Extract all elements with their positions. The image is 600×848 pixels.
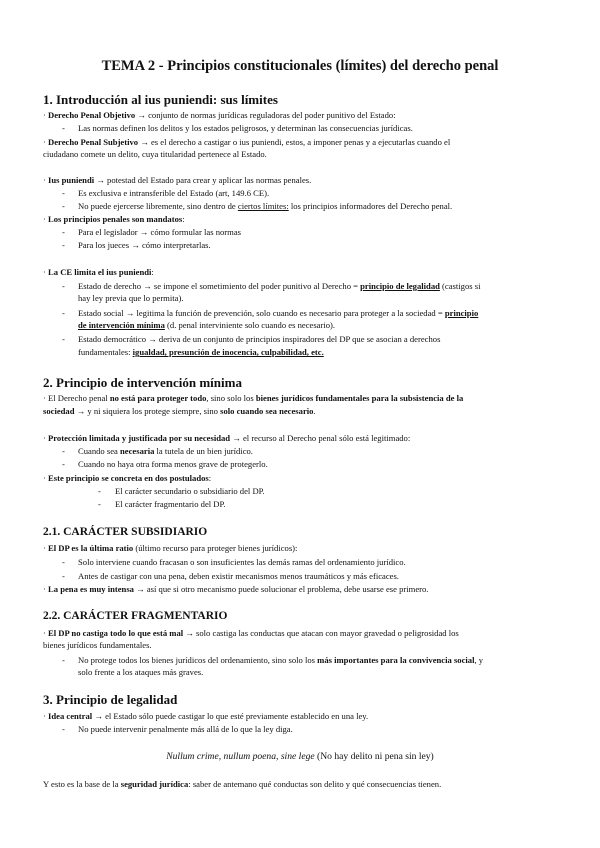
- underlined-text: ciertos límites:: [237, 201, 289, 211]
- term: El DP es la última ratio: [48, 543, 134, 553]
- text: → así que si otro mecanismo puede solucionar el problema, debe usarse ese primero.: [133, 584, 429, 594]
- bullet: ·: [43, 628, 49, 638]
- dash: -: [62, 308, 65, 318]
- s1-line-13: hay ley previa que lo permita).: [78, 293, 184, 303]
- underlined-term: igualdad, presunción de inocencia, culpabilidad, etc.: [132, 347, 324, 357]
- text: (castigos si: [439, 281, 481, 291]
- s22-line-3: [78, 655, 483, 666]
- s1-line-17: [78, 347, 324, 358]
- text: No protege todos los bienes jurídicos del ordenamiento, sino solo los: [78, 655, 318, 665]
- dash: -: [62, 240, 65, 250]
- bullet: ·: [43, 214, 49, 224]
- bullet: ·: [43, 473, 49, 483]
- text: fundamentales:: [78, 347, 133, 357]
- s1-line-11: [43, 267, 154, 278]
- bullet: ·: [43, 175, 49, 185]
- section-1-heading: 1. Introducción al ius puniendi: sus límites: [43, 92, 278, 107]
- bullet: ·: [43, 433, 49, 443]
- term: necesaria: [120, 446, 155, 456]
- text: → el Estado sólo puede castigar lo que esté previamente establecido en una ley.: [92, 711, 369, 721]
- dash: -: [62, 281, 65, 291]
- s21-line-1: [43, 543, 297, 554]
- s2-line-8: El carácter fragmentario del DP.: [115, 499, 226, 509]
- text: No puede ejercerse libremente, sino dentro de: [78, 201, 238, 211]
- section-2-2-heading: 2.2. CARÁCTER FRAGMENTARIO: [43, 610, 228, 622]
- s1-line-16: Estado democrático → deriva de un conjunto de principios inspiradores del DP que se asocian a derechos: [78, 334, 441, 344]
- s2-line-7: El carácter secundario o subsidiario del DP.: [115, 486, 265, 496]
- s21-line-2: Solo interviene cuando fracasan o son insuficientes las demás ramas del ordenamiento jurídico.: [78, 557, 406, 567]
- text: los principios informadores del Derecho penal.: [288, 201, 453, 211]
- s1-line-10: Para los jueces → cómo interpretarlas.: [78, 240, 211, 250]
- s1-line-9: Para el legislador → cómo formular las normas: [78, 227, 241, 237]
- text: → conjunto de normas jurídicas reguladoras del poder punitivo del Estado:: [135, 110, 396, 120]
- bullet: ·: [43, 543, 49, 553]
- s2-line-1: [43, 393, 463, 404]
- dash: -: [98, 486, 101, 496]
- dash: -: [62, 571, 65, 581]
- text: Estado social → legitima la función de prevención, solo cuando es necesario para proteger a la sociedad =: [78, 308, 445, 318]
- s21-line-4: [43, 584, 428, 595]
- term: sociedad: [43, 406, 75, 416]
- text: : saber de antemano qué conductas son delito y qué consecuencias tienen.: [188, 779, 442, 789]
- text: Cuando sea: [78, 446, 121, 456]
- term: El DP no castiga todo lo que está mal: [48, 628, 184, 638]
- text: .: [313, 406, 316, 416]
- term: más importantes para la convivencia social: [317, 655, 475, 665]
- s3-line-1: [43, 711, 368, 722]
- s1-line-2: Las normas definen los delitos y los estados peligrosos, y determinan las consecuencias jurídicas.: [78, 123, 413, 133]
- dash: -: [62, 334, 65, 344]
- text: , sino solo los: [206, 393, 256, 403]
- text: → solo castiga las conductas que atacan con mayor gravedad o peligrosidad los: [183, 628, 459, 638]
- s3-line-2: No puede intervenir penalmente más allá de lo que la ley diga.: [78, 724, 293, 734]
- section-3-heading: 3. Principio de legalidad: [43, 692, 178, 707]
- bullet: ·: [43, 110, 49, 120]
- text: → y ni siquiera los protege siempre, sino: [74, 406, 221, 416]
- bullet: ·: [43, 267, 49, 277]
- s1-line-12: [78, 281, 480, 292]
- s2-line-2: [43, 406, 316, 417]
- text: → el recurso al Derecho penal sólo está legitimado:: [230, 433, 411, 443]
- term: Derecho Penal Subjetivo: [48, 137, 139, 147]
- text: (d. penal interviniente solo cuando es necesario).: [164, 320, 336, 330]
- term: seguridad jurídica: [120, 779, 189, 789]
- s1-line-3: [43, 137, 450, 148]
- section-2-1-heading: 2.1. CARÁCTER SUBSIDIARIO: [43, 526, 208, 538]
- term: bienes jurídicos fundamentales para la subsistencia de la: [255, 393, 464, 403]
- term: La pena es muy intensa: [48, 584, 134, 594]
- text: la tutela de un bien jurídico.: [154, 446, 253, 456]
- dash: -: [62, 724, 65, 734]
- s22-line-1: [43, 628, 459, 639]
- dash: -: [62, 557, 65, 567]
- s2-line-5: Cuando no haya otra forma menos grave de protegerlo.: [78, 459, 268, 469]
- dash: -: [62, 123, 65, 133]
- term: Derecho Penal Objetivo: [48, 110, 136, 120]
- dash: -: [98, 499, 101, 509]
- s1-line-5: [43, 175, 311, 186]
- s1-line-4: ciudadano comete un delito, cuya titularidad pertenece al Estado.: [43, 149, 267, 159]
- term: solo cuando sea necesario: [220, 406, 314, 416]
- term: Ius puniendi: [48, 175, 95, 185]
- s2-line-6: [43, 473, 211, 484]
- term: Idea central: [48, 711, 93, 721]
- dash: -: [62, 655, 65, 665]
- latin-maxim: [0, 751, 600, 762]
- latin-text: Nullum crime, nullum poena, sine lege: [166, 751, 315, 762]
- term: Protección limitada y justificada por su necesidad: [48, 433, 231, 443]
- s1-line-14: [78, 308, 478, 319]
- text: Estado de derecho → se impone el sometimiento del poder punitivo al Derecho =: [78, 281, 361, 291]
- dash: -: [62, 188, 65, 198]
- term: La CE limita el ius puniendi: [48, 267, 152, 277]
- s1-line-1: [43, 110, 396, 121]
- text: · El Derecho penal: [43, 393, 110, 403]
- s1-line-15: [78, 320, 335, 331]
- text: :: [182, 214, 185, 224]
- s22-line-4: solo frente a los ataques más graves.: [78, 667, 204, 677]
- document-title: TEMA 2 - Principios constitucionales (límites) del derecho penal: [101, 58, 499, 74]
- s1-line-7: [78, 201, 452, 212]
- underlined-term: principio de legalidad: [360, 281, 440, 291]
- s2-line-4: [78, 446, 253, 457]
- text: Y esto es la base de la: [43, 779, 121, 789]
- term: no está para proteger todo: [109, 393, 207, 403]
- text: → es el derecho a castigar o ius puniendi, estos, a imponer penas y a ejecutarlas cuando el: [138, 137, 451, 147]
- s21-line-3: Antes de castigar con una pena, deben existir mecanismos menos traumáticos y más eficaces.: [78, 571, 399, 581]
- underlined-term: principio: [444, 308, 479, 318]
- bullet: ·: [43, 584, 49, 594]
- text: , y: [474, 655, 484, 665]
- s2-line-3: [43, 433, 410, 444]
- term: Este principio se concreta en dos postulados: [48, 473, 209, 483]
- s22-line-2: bienes jurídicos fundamentales.: [43, 640, 152, 650]
- text: :: [208, 473, 212, 483]
- underlined-term: de intervención mínima: [78, 320, 165, 330]
- bullet: ·: [43, 711, 49, 721]
- dash: -: [62, 459, 65, 469]
- dash: -: [62, 446, 65, 456]
- term: Los principios penales son mandatos: [48, 214, 183, 224]
- text: (último recurso para proteger bienes jurídicos):: [133, 543, 298, 553]
- s1-line-6: Es exclusiva e intransferible del Estado (art, 149.6 CE).: [78, 188, 270, 198]
- bullet: ·: [43, 137, 49, 147]
- dash: -: [62, 201, 65, 211]
- text: → potestad del Estado para crear y aplicar las normas penales.: [94, 175, 312, 185]
- dash: -: [62, 227, 65, 237]
- section-2-heading: 2. Principio de intervención mínima: [43, 375, 242, 390]
- translation: (No hay delito ni pena sin ley): [314, 751, 434, 762]
- s1-line-8: [43, 214, 185, 225]
- text: :: [151, 267, 154, 277]
- s3-line-3: [43, 779, 441, 790]
